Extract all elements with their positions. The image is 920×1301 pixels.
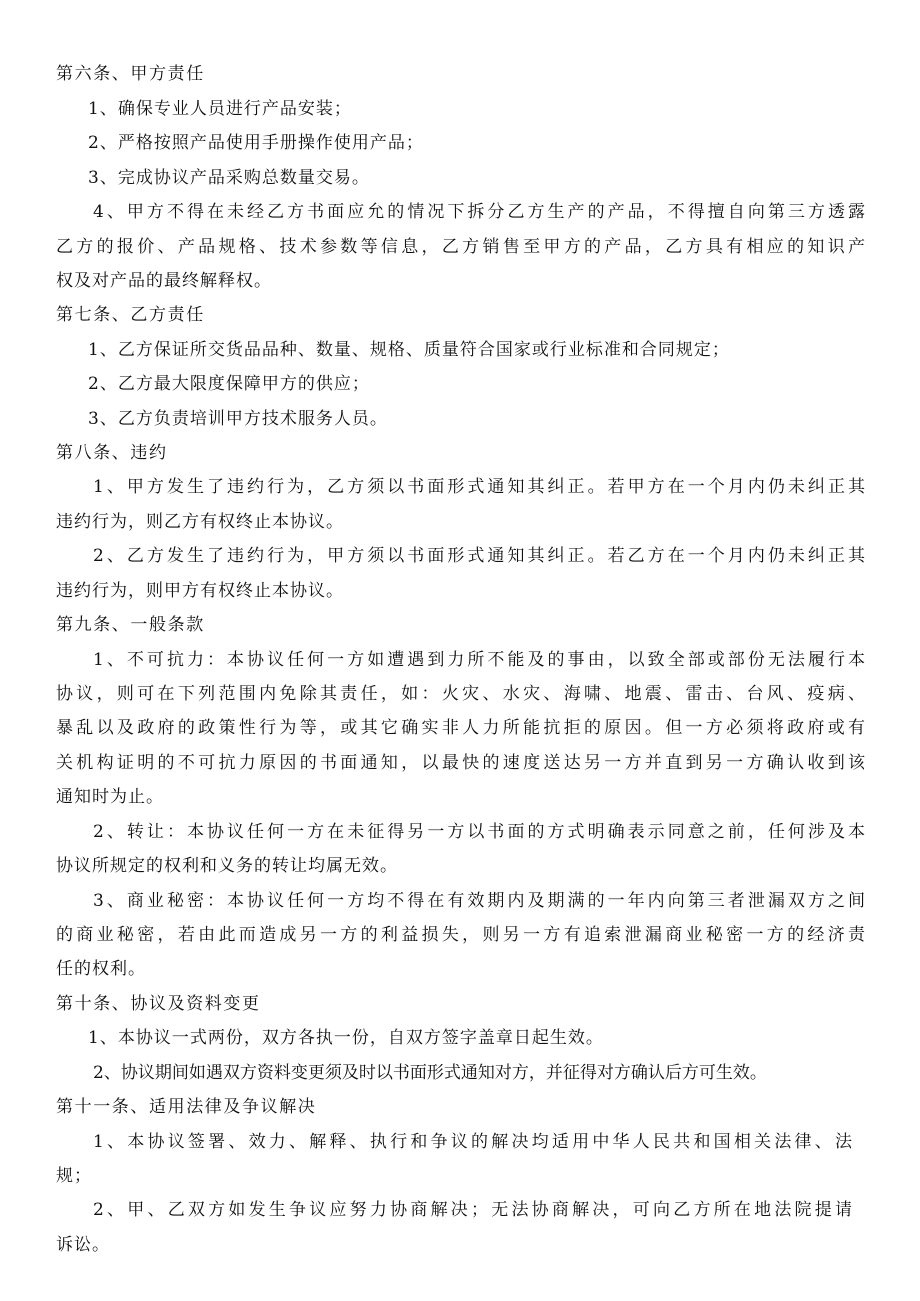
paragraph-line: 违约行为，则乙方有权终止本协议。 <box>56 512 344 532</box>
paragraph-line: 1、甲方发生了违约行为，乙方须以书面形式通知其纠正。若甲方在一个月内仍未纠正其 <box>93 477 866 497</box>
paragraph-line: 协议所规定的权利和义务的转让均属无效。 <box>56 856 398 876</box>
paragraph-line: 1、确保专业人员进行产品安装； <box>88 99 352 119</box>
section-heading-11: 第十一条、适用法律及争议解决 <box>56 1097 317 1117</box>
paragraph-line: 1、本协议一式两份，双方各执一份，自双方签字盖章日起生效。 <box>88 1028 604 1048</box>
paragraph-line: 2、甲、乙双方如发生争议应努力协商解决；无法协商解决，可向乙方所在地法院提请 <box>93 1200 853 1220</box>
paragraph-line: 1、乙方保证所交货品品种、数量、规格、质量符合国家或行业标准和合同规定； <box>88 340 730 360</box>
paragraph-line: 1、本协议签署、效力、解释、执行和争议的解决均适用中华人民共和国相关法律、法 <box>93 1132 853 1152</box>
section-heading-7: 第七条、乙方责任 <box>56 305 205 325</box>
paragraph-line: 关机构证明的不可抗力原因的书面通知，以最快的速度送达另一方并直到另一方确认收到该 <box>56 753 866 773</box>
paragraph-line: 3、乙方负责培训甲方技术服务人员。 <box>88 409 388 429</box>
section-heading-6: 第六条、甲方责任 <box>56 64 205 84</box>
paragraph-line: 任的权利。 <box>56 959 146 979</box>
paragraph-line: 暴乱以及政府的政策性行为等，或其它确实非人力所能抗拒的原因。但一方必须将政府或有 <box>56 718 866 738</box>
section-heading-10: 第十条、协议及资料变更 <box>56 994 261 1014</box>
section-heading-9: 第九条、一般条款 <box>56 615 205 635</box>
paragraph-line: 2、协议期间如遇双方资料变更须及时以书面形式通知对方，并征得对方确认后方可生效。 <box>93 1063 767 1083</box>
paragraph-line: 规； <box>56 1166 92 1186</box>
paragraph-line: 通知时为止。 <box>56 787 164 807</box>
paragraph-line: 2、转让：本协议任何一方在未征得另一方以书面的方式明确表示同意之前，任何涉及本 <box>93 822 866 842</box>
paragraph-line: 2、乙方最大限度保障甲方的供应； <box>88 374 370 394</box>
paragraph-line: 3、完成协议产品采购总数量交易。 <box>88 168 370 188</box>
section-heading-8: 第八条、违约 <box>56 443 168 463</box>
paragraph-line: 协议，则可在下列范围内免除其责任，如：火灾、水灾、海啸、地震、雷击、台风、疫病、 <box>56 684 866 704</box>
paragraph-line: 乙方的报价、产品规格、技术参数等信息，乙方销售至甲方的产品，乙方具有相应的知识产 <box>56 237 866 257</box>
paragraph-line: 4、甲方不得在未经乙方书面应允的情况下拆分乙方生产的产品，不得擅自向第三方透露 <box>93 202 866 222</box>
paragraph-line: 诉讼。 <box>56 1235 110 1255</box>
paragraph-line: 3、商业秘密：本协议任何一方均不得在有效期内及期满的一年内向第三者泄漏双方之间 <box>93 891 866 911</box>
paragraph-line: 2、乙方发生了违约行为，甲方须以书面形式通知其纠正。若乙方在一个月内仍未纠正其 <box>93 546 866 566</box>
paragraph-line: 权及对产品的最终解释权。 <box>56 271 272 291</box>
paragraph-line: 2、严格按照产品使用手册操作使用产品； <box>88 133 424 153</box>
paragraph-line: 违约行为，则甲方有权终止本协议。 <box>56 581 344 601</box>
paragraph-line: 的商业秘密，若由此而造成另一方的利益损失，则另一方有追索泄漏商业秘密一方的经济责 <box>56 925 866 945</box>
paragraph-line: 1、不可抗力：本协议任何一方如遭遇到力所不能及的事由，以致全部或部份无法履行本 <box>93 650 866 670</box>
